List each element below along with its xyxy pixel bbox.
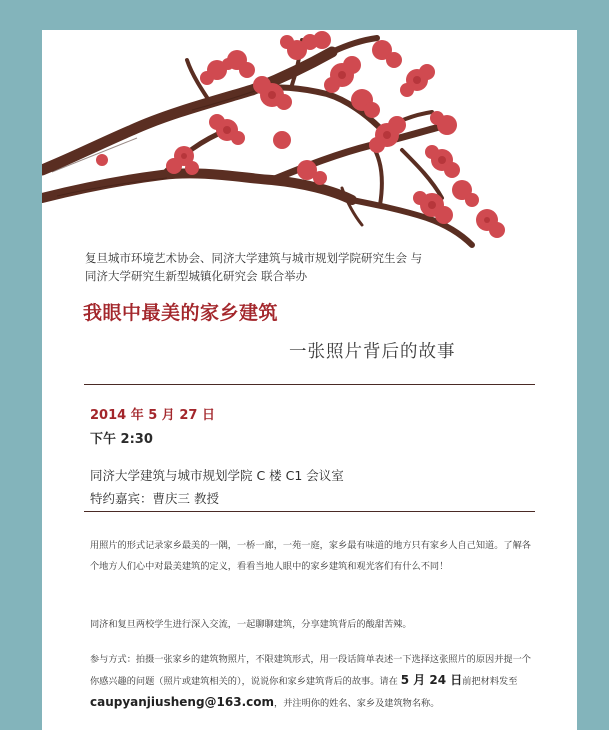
organizers-line-1: 复旦城市环境艺术协会、同济大学建筑与城市规划学院研究生会 与 — [85, 251, 423, 265]
event-guest: 特约嘉宾：曹庆三 教授 — [90, 491, 219, 506]
participation-text-after: ，并注明你的姓名、家乡及建筑物名称。 — [274, 698, 440, 709]
participation-text-before: 参与方式：拍摄一张家乡的建筑物照片，不限建筑形式，用一段话简单表述一下选择这张照片的原因并提一个你感兴趣的问题（照片或建筑相关的），说说你和家乡建筑背后的故事。请在 — [90, 654, 531, 687]
intro-paragraph-2: 同济和复旦两校学生进行深入交流，一起聊聊建筑，分享建筑背后的酸甜苦辣。 — [90, 619, 412, 630]
event-subtitle: 一张照片背后的故事 — [289, 342, 456, 362]
poster-card — [42, 30, 577, 730]
divider-top — [84, 384, 535, 385]
deadline-date: 5 月 24 日 — [400, 673, 463, 687]
organizers-line-2: 同济大学研究生新型城镇化研究会 联合举办 — [85, 269, 308, 283]
event-date: 2014 年 5 月 27 日 — [90, 408, 215, 423]
event-time: 下午 2:30 — [90, 432, 153, 447]
participation-paragraph — [90, 649, 535, 714]
plum-blossom-branch-illustration — [42, 30, 577, 255]
event-title: 我眼中最美的家乡建筑 — [83, 302, 279, 324]
intro-paragraph-1: 用照片的形式记录家乡最美的一隅，一桥一廊，一苑一庭，家乡最有味道的地方只有家乡人自己知道。了解各个地方人们心中对最美建筑的定义，看看当地人眼中的家乡建筑和观光客们有什么不同！ — [90, 540, 531, 572]
divider-bottom — [84, 511, 535, 512]
participation-text-middle: 前把材料发至 — [462, 676, 518, 687]
organizers — [85, 249, 555, 285]
submission-email: caupyanjiusheng@163.com — [90, 695, 275, 709]
event-venue: 同济大学建筑与城市规划学院 C 楼 C1 会议室 — [90, 468, 344, 483]
